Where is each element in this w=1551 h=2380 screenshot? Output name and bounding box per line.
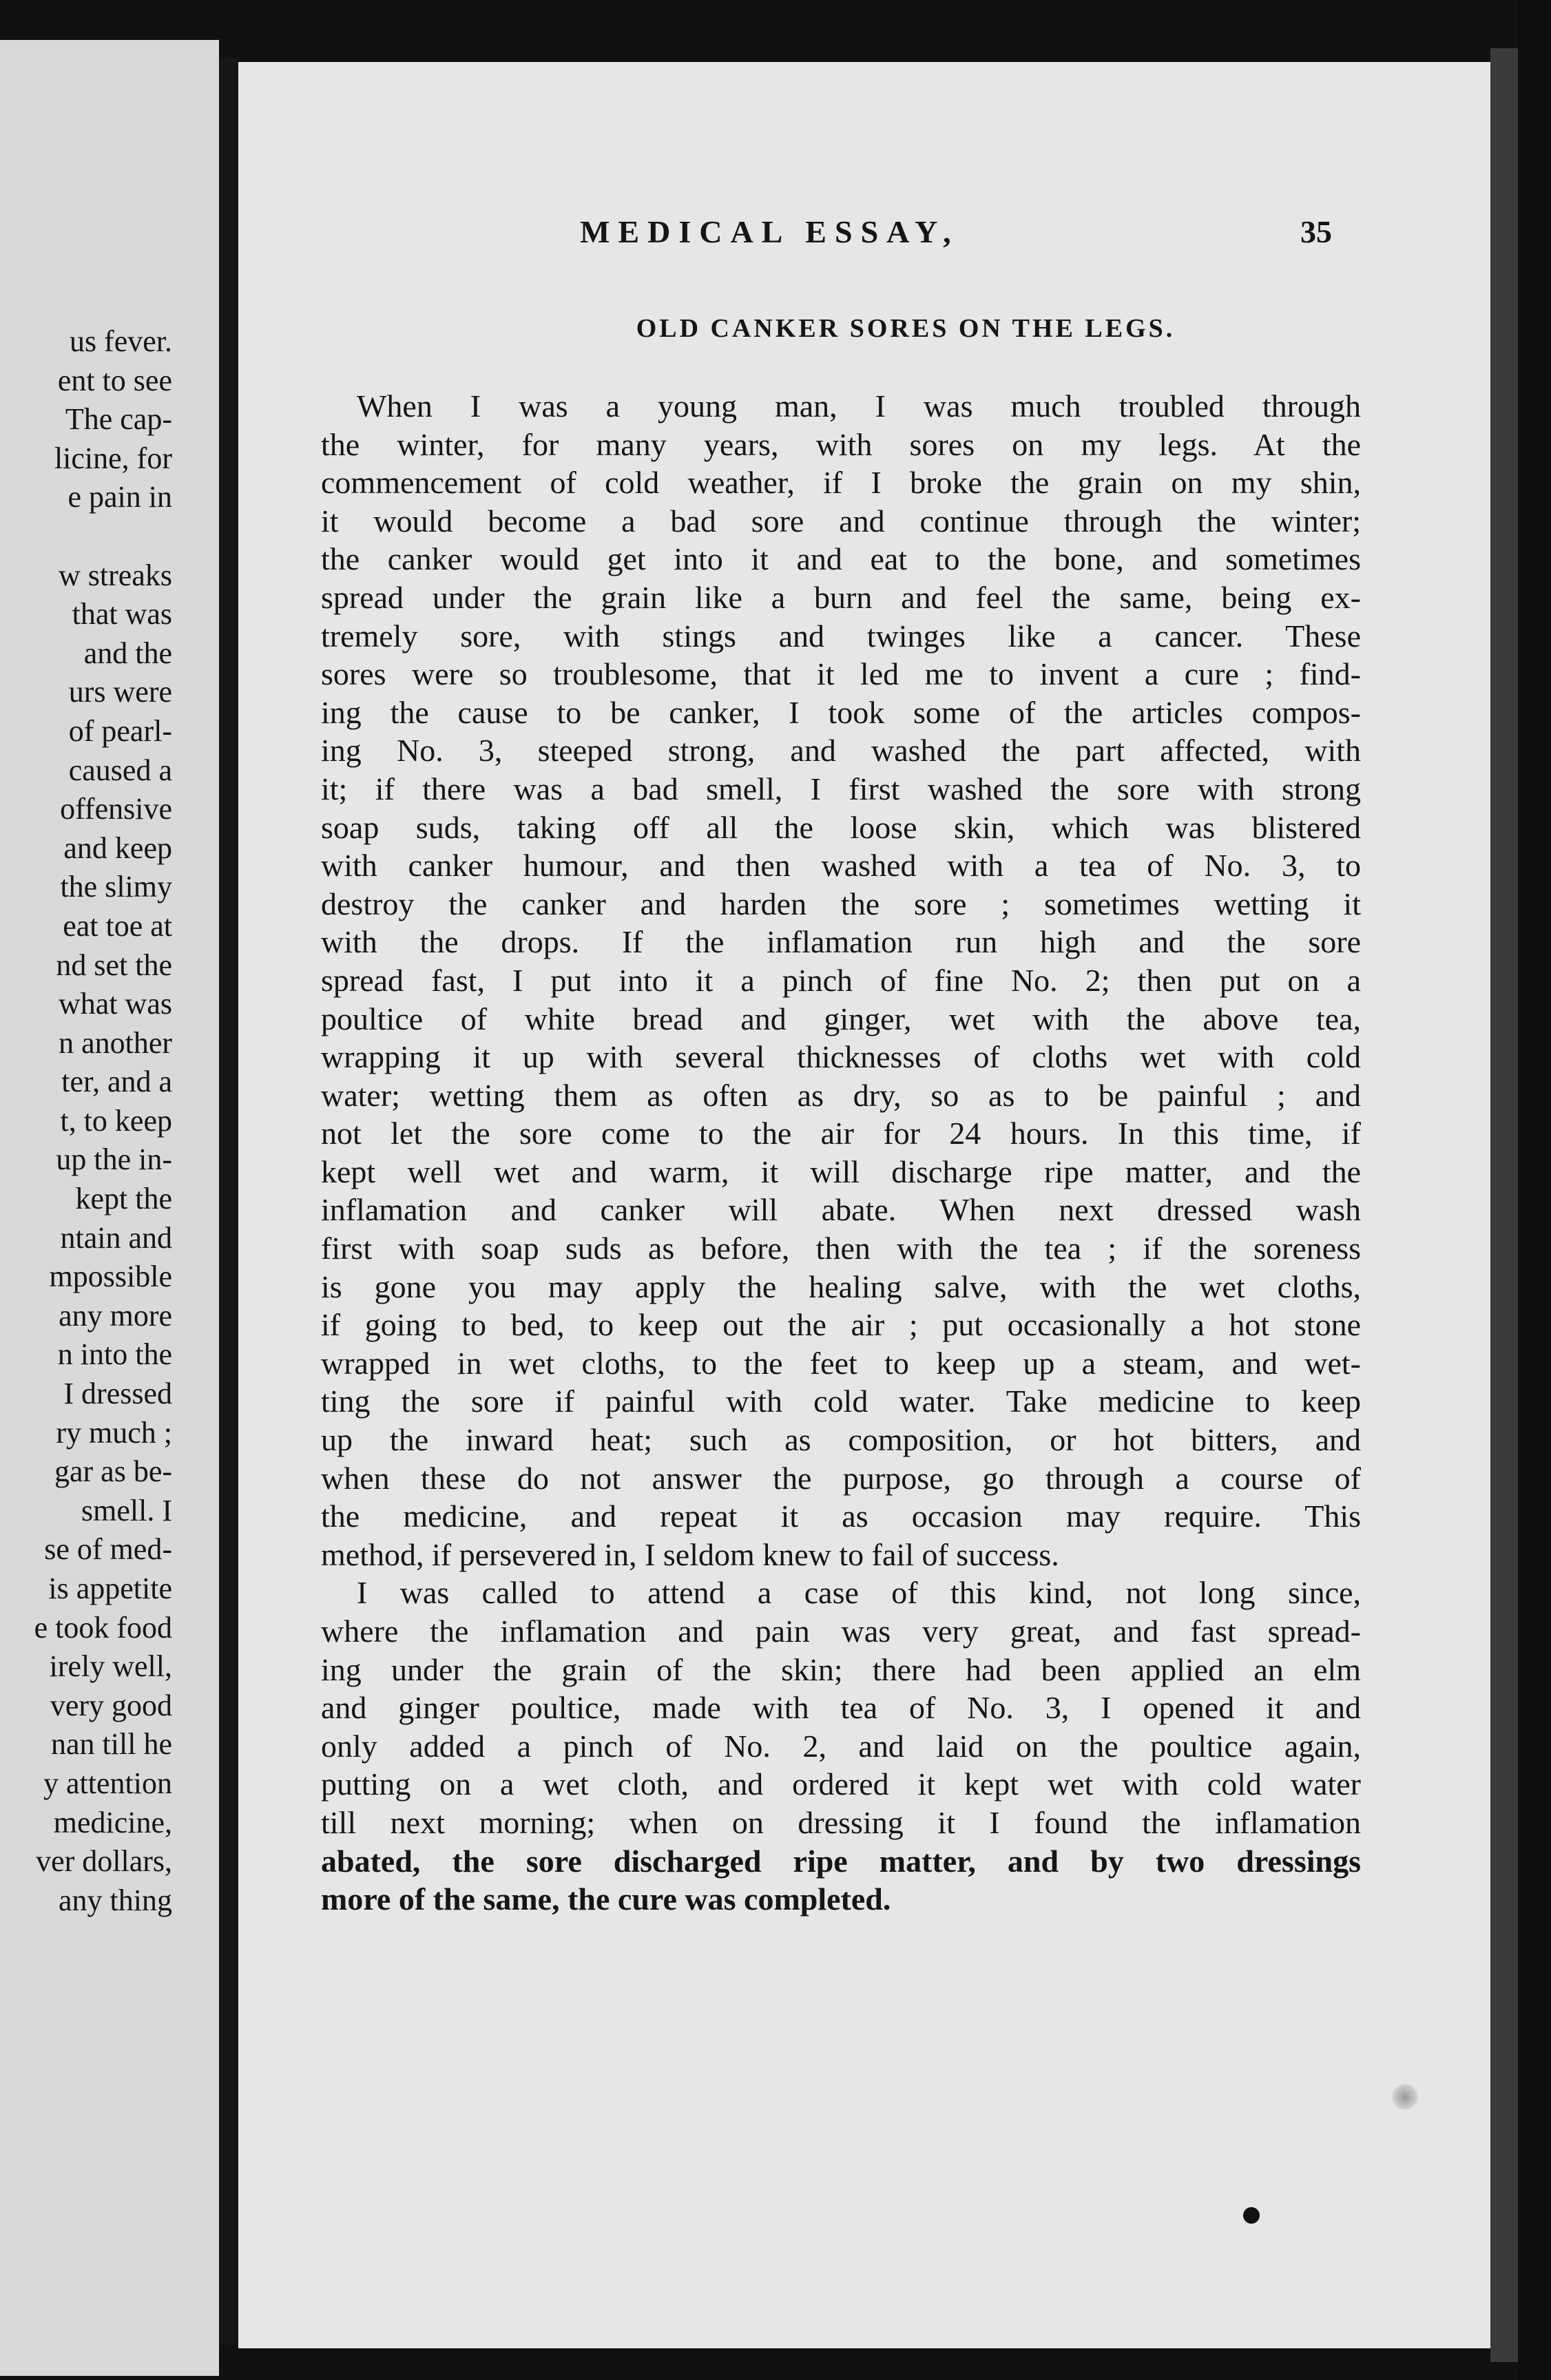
text-line: commencement of cold weather, if I broke the grain on my shin, (321, 465, 1361, 501)
text-line: only added a pinch of No. 2, and laid on the poultice again, (321, 1728, 1361, 1764)
text-line: poultice of white bread and ginger, wet with the above tea, (321, 1001, 1361, 1036)
text-line: till next morning; when on dressing it I found the inflamation (321, 1804, 1361, 1840)
facing-page-line: very good (50, 1688, 172, 1722)
facing-page-line: irely well, (49, 1649, 172, 1684)
facing-page-line: kept the (75, 1182, 172, 1216)
text-line: sores were so troublesome, that it led me to invent a cure ; find- (321, 656, 1361, 692)
page-number: 35 (1300, 214, 1332, 249)
paragraph-1 (321, 387, 1361, 1574)
facing-page-line: n another (59, 1025, 172, 1060)
text-line: wrapped in wet cloths, to the feet to keep up a steam, and wet- (321, 1345, 1361, 1381)
facing-page-line: ver dollars, (36, 1844, 172, 1879)
facing-page-line: us fever. (69, 324, 172, 358)
facing-page-line: ent to see (57, 363, 172, 397)
text-line: ing the cause to be canker, I took some of the articles compos- (321, 694, 1361, 730)
facing-page-line: any more (59, 1298, 172, 1333)
facing-page-line: nd set the (56, 948, 172, 982)
running-head: MEDICAL ESSAY, (580, 214, 959, 249)
facing-page-line: smell. I (81, 1493, 172, 1527)
text-line: ing under the grain of the skin; there had been applied an elm (321, 1651, 1361, 1687)
text-line: it; if there was a bad smell, I first washed the sore with strong (321, 771, 1361, 806)
text-line: ting the sore if painful with cold water. Take medicine to keep (321, 1384, 1361, 1419)
facing-page-line: e took food (34, 1610, 172, 1645)
book-gutter (219, 59, 238, 2345)
facing-page-line: offensive (60, 792, 172, 826)
text-line: it would become a bad sore and continue through the winter; (321, 503, 1361, 539)
facing-page-line: se of med- (44, 1532, 172, 1567)
text-line: tremely sore, with stings and twinges like a cancer. These (321, 618, 1361, 654)
facing-page-line: t, to keep (60, 1103, 172, 1138)
text-line: water; wetting them as often as dry, so as to be painful ; and (321, 1077, 1361, 1113)
ink-dot (1243, 2207, 1260, 2224)
facing-page-line: licine, for (54, 441, 172, 475)
text-line: ing No. 3, steeped strong, and washed the part affected, with (321, 733, 1361, 769)
text-line: spread under the grain like a burn and feel the same, being ex- (321, 579, 1361, 615)
paragraph-2 (321, 1574, 1361, 1918)
body-text (321, 387, 1361, 1919)
text-line: with canker humour, and then washed with a tea of No. 3, to (321, 848, 1361, 884)
facing-page-line: ntain and (60, 1220, 172, 1255)
facing-page-line: The cap- (65, 402, 172, 437)
text-line: if going to bed, to keep out the air ; put occasionally a hot stone (321, 1307, 1361, 1343)
text-line: where the inflamation and pain was very great, and fast spread- (321, 1614, 1361, 1649)
facing-page-line: of pearl- (68, 713, 172, 748)
facing-page-line: up the in- (56, 1142, 172, 1177)
facing-page-line: and the (83, 636, 172, 670)
facing-page-line: what was (59, 987, 172, 1021)
text-line: up the inward heat; such as composition, or hot bitters, and (321, 1422, 1361, 1458)
facing-page (0, 40, 219, 2376)
text-line: is gone you may apply the healing salve, with the wet cloths, (321, 1269, 1361, 1304)
facing-page-line: and keep (63, 831, 172, 865)
text-line: destroy the canker and harden the sore ; sometimes wetting it (321, 886, 1361, 921)
facing-page-line: caused a (68, 753, 172, 787)
text-line: When I was a young man, I was much troubled through (357, 388, 1361, 424)
facing-page-line: medicine, (53, 1805, 172, 1839)
page-edge (1490, 48, 1518, 2362)
text-line: the medicine, and repeat it as occasion may require. This (321, 1499, 1361, 1534)
facing-page-line: any thing (59, 1883, 172, 1917)
facing-page-line: ry much ; (56, 1415, 172, 1450)
text-line: first with soap suds as before, then with the tea ; if the soreness (321, 1231, 1361, 1266)
text-line: kept well wet and warm, it will discharge ripe matter, and the (321, 1154, 1361, 1189)
text-line: more of the same, the cure was completed. (321, 1881, 891, 1917)
text-line: the canker would get into it and eat to the bone, and sometimes (321, 541, 1361, 577)
facing-page-line: I dressed (63, 1377, 172, 1411)
facing-page-line (0, 517, 172, 556)
text-line: wrapping it up with several thicknesses of cloths wet with cold (321, 1039, 1361, 1075)
text-line: inflamation and canker will abate. When next dressed wash (321, 1192, 1361, 1228)
text-line: method, if persevered in, I seldom knew to fail of success. (321, 1536, 1059, 1572)
facing-page-line: n into the (57, 1337, 172, 1372)
facing-page-line: urs were (68, 675, 172, 709)
text-line: abated, the sore discharged ripe matter, and by two dressings (321, 1843, 1361, 1879)
facing-page-line: mpossible (49, 1260, 172, 1294)
text-line: the winter, for many years, with sores on my legs. At the (321, 426, 1361, 462)
facing-page-line: that was (72, 597, 172, 631)
facing-page-line: gar as be- (54, 1454, 172, 1489)
text-line: I was called to attend a case of this kind, not long since, (357, 1575, 1361, 1611)
facing-page-line: w streaks (59, 558, 172, 592)
text-line: soap suds, taking off all the loose skin, which was blistered (321, 809, 1361, 845)
facing-page-line: the slimy (60, 870, 172, 904)
facing-page-line: eat toe at (63, 908, 172, 943)
text-line: and ginger poultice, made with tea of No. 3, I opened it and (321, 1690, 1361, 1726)
facing-page-line: y attention (43, 1766, 172, 1800)
ink-smudge (1391, 2083, 1419, 2111)
text-line: not let the sore come to the air for 24 hours. In this time, if (321, 1116, 1361, 1151)
section-heading: OLD CANKER SORES ON THE LEGS. (636, 314, 1176, 343)
facing-page-text (0, 322, 172, 1920)
facing-page-line: nan till he (51, 1727, 172, 1762)
facing-page-line: e pain in (67, 480, 172, 514)
text-line: spread fast, I put into it a pinch of fine No. 2; then put on a (321, 962, 1361, 998)
facing-page-line: ter, and a (61, 1065, 172, 1099)
text-line: when these do not answer the purpose, go through a course of (321, 1460, 1361, 1496)
scan-border (1518, 0, 1551, 2380)
facing-page-line: is appetite (48, 1572, 172, 1605)
text-line: putting on a wet cloth, and ordered it kept wet with cold water (321, 1766, 1361, 1802)
text-line: with the drops. If the inflamation run high and the sore (321, 924, 1361, 960)
